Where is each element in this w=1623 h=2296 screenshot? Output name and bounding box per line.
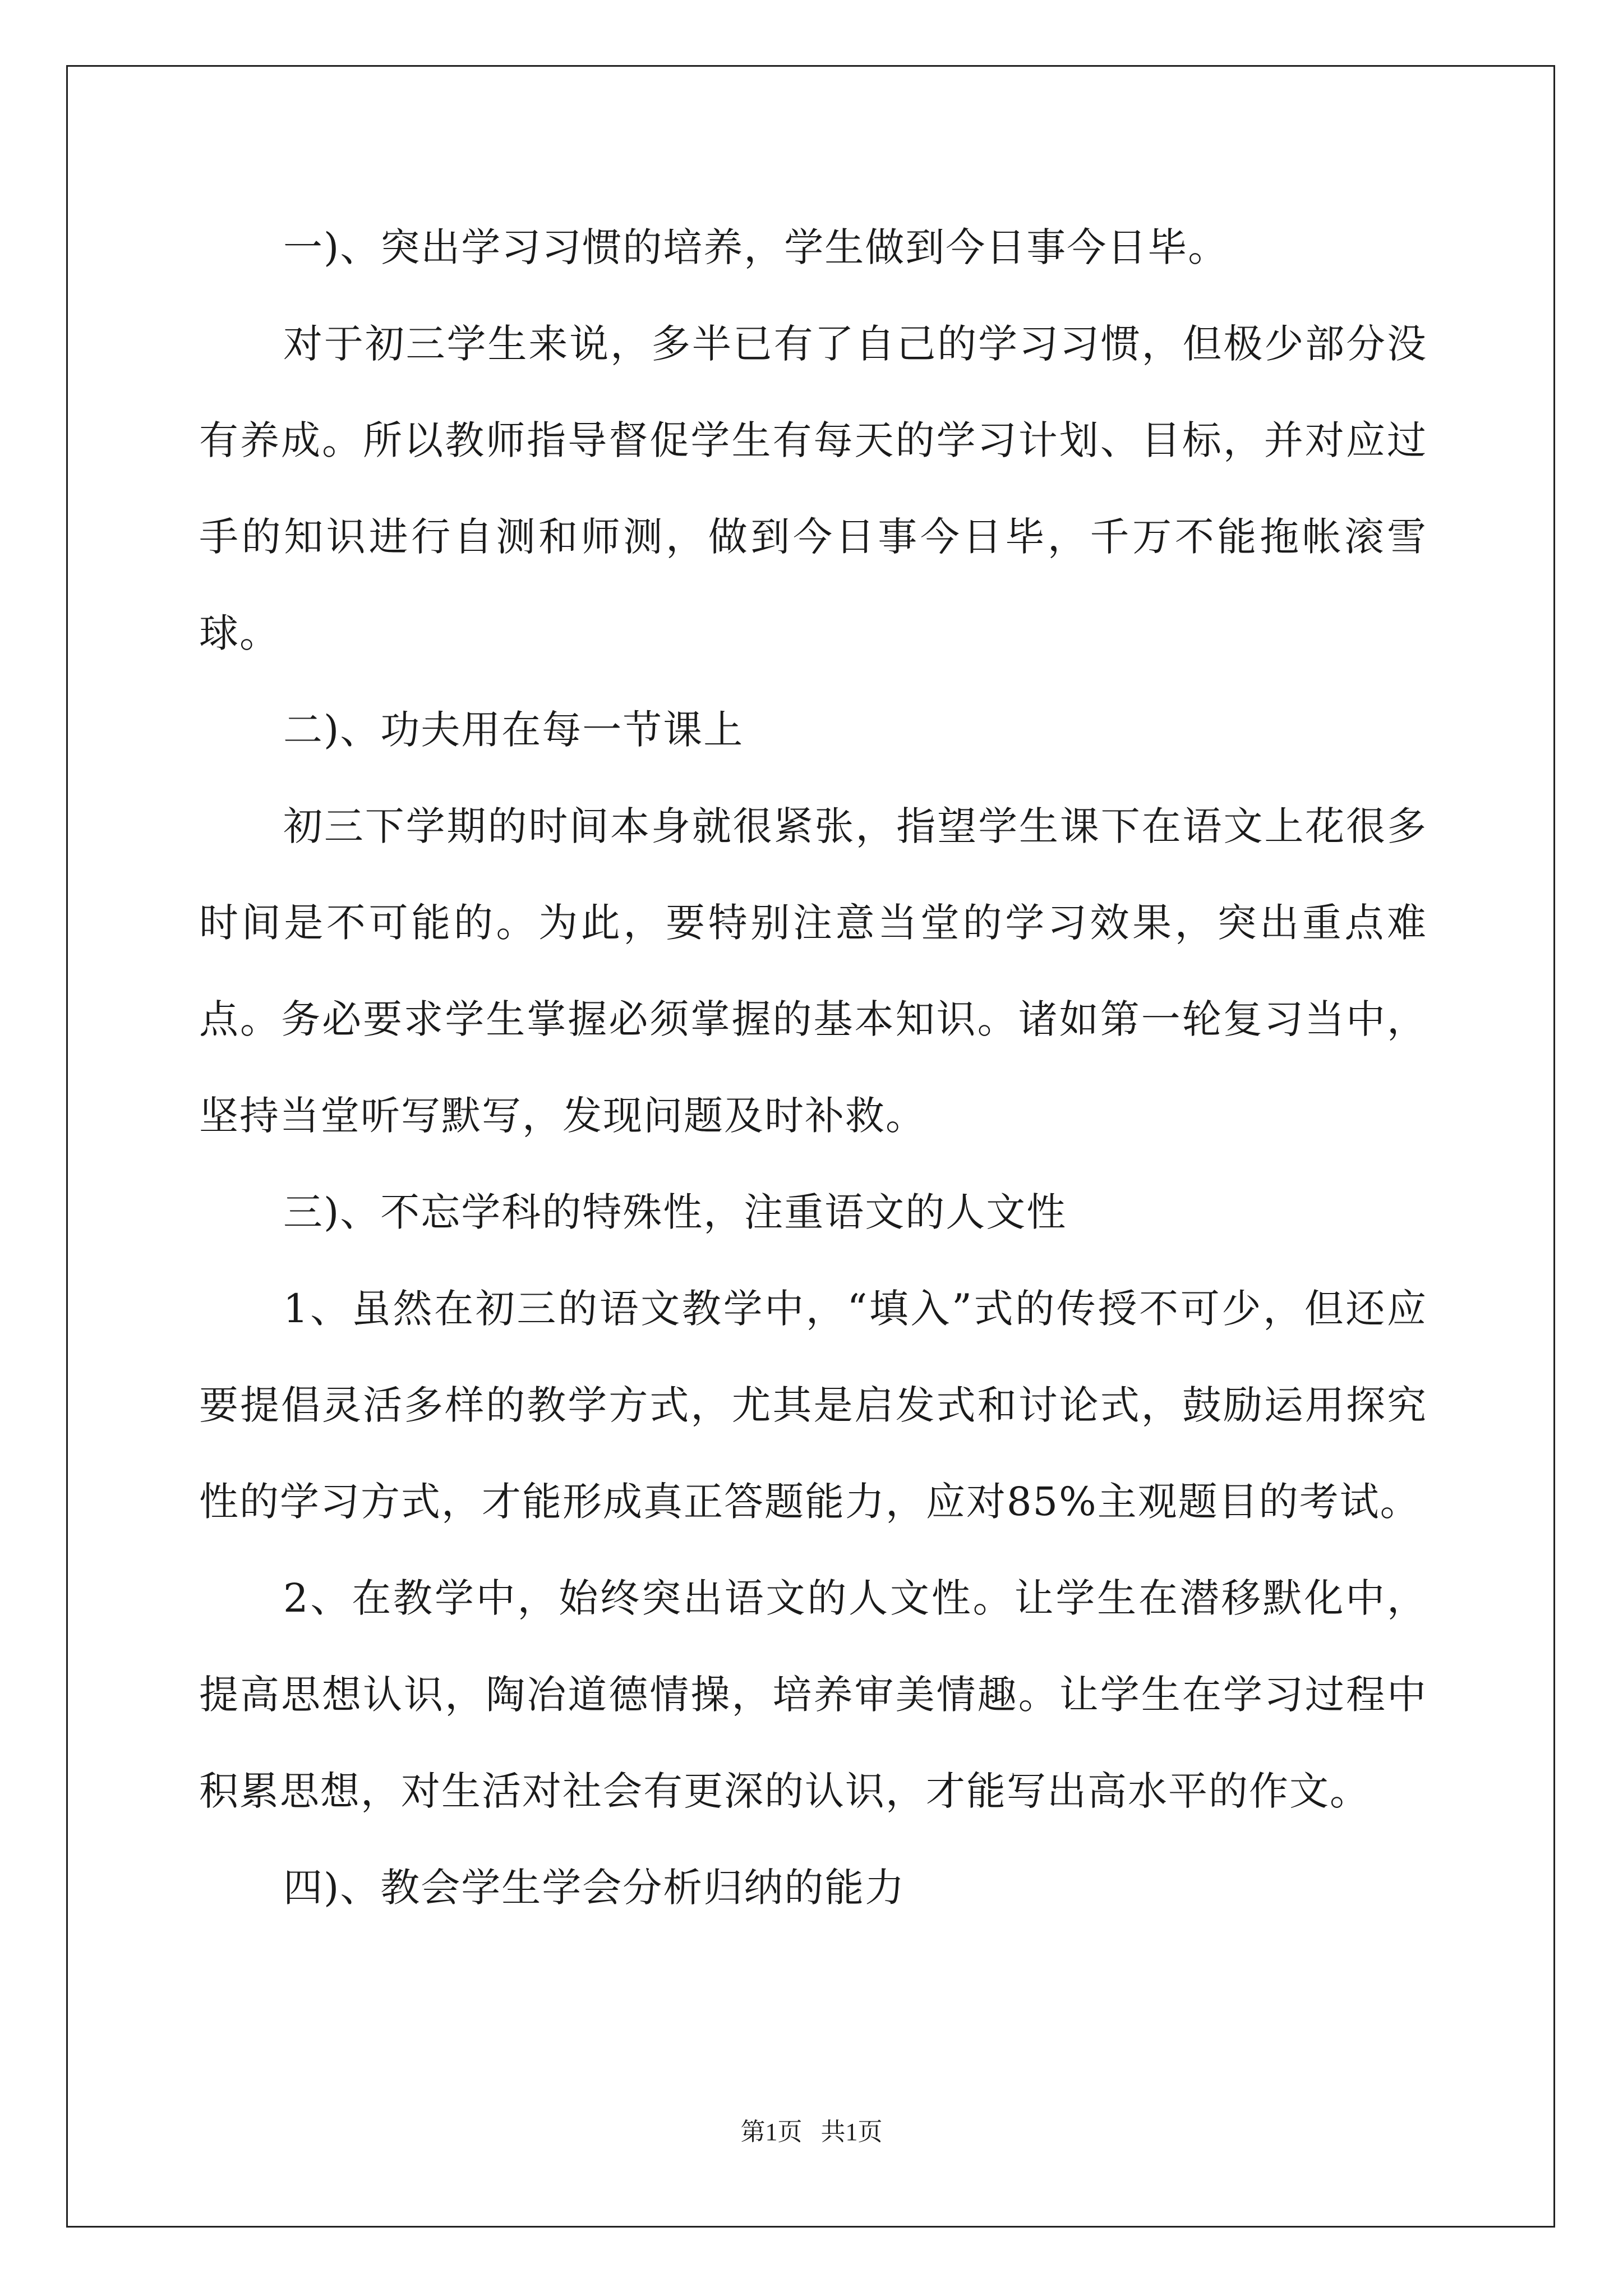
heading-study-habits: 一)、突出学习习惯的培养，学生做到今日事今日毕。 [283, 224, 1229, 270]
heading-humanistic: 三)、不忘学科的特殊性，注重语文的人文性 [283, 1189, 1067, 1235]
paragraph-humanistic-teaching: 2、在教学中，始终突出语文的人文性。让学生在潜移默化中，提高思想认识，陶冶道德情操，培养审美情趣。让学生在学习过程中积累思想，对生活对社会有更深的认识，才能写出高水平的作文。 [199, 1575, 1427, 1814]
heading-class-effort: 二)、功夫用在每一节课上 [283, 707, 744, 753]
paragraph-class-effort: 初三下学期的时间本身就很紧张，指望学生课下在语文上花很多时间是不可能的。为此，要特别注意当堂的学习效果，突出重点难点。务必要求学生掌握必须掌握的基本知识。诸如第一轮复习当中，坚持当堂听写默写，发现问题及时补救。 [199, 803, 1427, 1139]
paragraph-study-habits: 对于初三学生来说，多半已有了自己的学习习惯，但极少部分没有养成。所以教师指导督促学生有每天的学习计划、目标，并对应过手的知识进行自测和师测，做到今日事今日毕，千万不能拖帐滚雪球。 [199, 321, 1427, 656]
document-body [199, 199, 1427, 1936]
paragraph-teaching-methods: 1、虽然在初三的语文教学中，“填入”式的传授不可少，但还应要提倡灵活多样的教学方式，尤其是启发式和讨论式，鼓励运用探究性的学习方式，才能形成真正答题能力，应对85%主观题目的考试。 [199, 1286, 1427, 1525]
heading-analysis-skills: 四)、教会学生学会分析归纳的能力 [283, 1865, 906, 1911]
page-footer: 第1页 共1页 [740, 2118, 883, 2146]
